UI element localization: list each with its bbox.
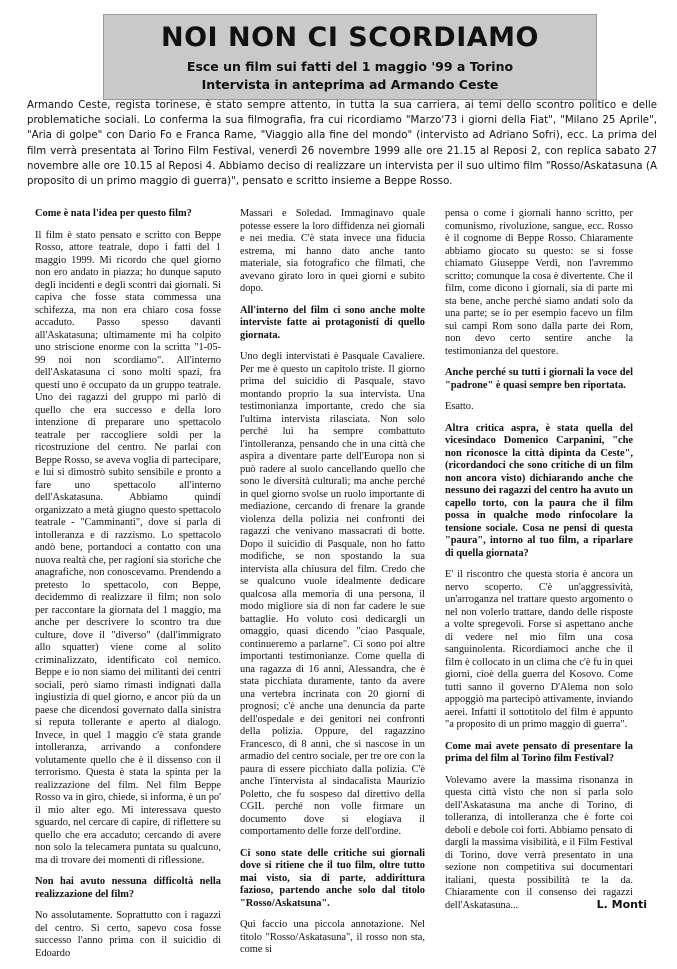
author-signature: L. Monti bbox=[596, 898, 647, 911]
question: Altra critica aspra, è stata quella del vicesindaco Domenico Carpanini, "che non riconosce la città dipinta da Ceste", (ricordandoci che sono critiche di un film non ancora visto) dichiarando anche che nessuno dei ragazzi del centro ha avuto un capello torto, con la paura che il film possa in qualche modo rinfocolare la tensione sociale. Cosa ne pensi di questa "paura", intorno al tuo film, a riparlare di quella giornata? bbox=[445, 422, 633, 559]
question: All'interno del film ci sono anche molte interviste fatte ai protagonisti di quello giornata. bbox=[240, 304, 425, 341]
answer: Massari e Soledad. Immaginavo quale potesse essere la loro diffidenza nei giornali e nei media. C'è stata invece una fiducia estrema, mi hanno dato anche tanto materiale, sia fotografico che filmati, che avevano girato loro in quei giorni e subito dopo. bbox=[240, 208, 425, 294]
subtitle-line-1: Esce un film sui fatti del 1 maggio '99 a Torino bbox=[186, 59, 514, 74]
answer: Qui faccio una piccola annotazione. Nel titolo "Rosso/Askatasuna", il rosso non sta, come si bbox=[240, 919, 425, 955]
answer: Il film è stato pensato e scritto con Beppe Rosso, attore teatrale, dopo i fatti del 1 maggio 1999. Mi ricordo che quel giorno non ero andato in piazza; ho dunque saputo degli incidenti e degli scontri dai giornali. Si capiva che fosse stata commessa una schifezza, ma non era chiaro cosa fosse accaduto. Passo spesso davanti all'Askatasuna; ultimamente mi ha colpito uno striscione enorme con la scritta "1-05-99 noi non scordiamo". All'interno dell'Askatasuna ci sono molti spazi, fra questi uno è occupato da un gruppo teatrale. Uno dei ragazzi del gruppo mi parlò di quello che era successo e della loro intenzione di preparare uno spettacolo teatrale per raccogliere soldi per la ricostruzione del centro. Ne parlai con Beppe Rosso, se aveva voglia di partecipare, e lui si dimostrò subito sensibile e pronto a fare uno spettacolo all'interno dell'Askatasuna. Abbiamo quindi organizzato a metà giugno questo spettacolo teatrale - "Camminanti", dove si parla di intolleranza e di razzismo. Lo spettacolo andò bene, portandoci a contatto con una nuova realtà che, per ragioni sia storiche che anagrafiche, non conoscevamo. Prendendo a pretesto lo spettacolo, con Beppe, decidemmo di realizzare il film; non solo per raccontare la giornata del 1 maggio, ma anche per descrivere lo scontro tra due culture, dove il "diverso" (dall'immigrato allo squatter) viene come al solito criminalizzato, identificato col nemico. Beppe e io non siamo dei militanti dei centri sociali, però siamo rimasti indignati dalla ingiustizia di quel giorno, e ancor più da un paese che dicendosi governato dalla sinistra si reputa tollerante e aperto al dialogo. Invece, in quel 1 maggio c'è stata grande intolleranza, arrivando a confondere volutamente quello che è il dissenso con il terrorismo. Questa è stata la spinta per la realizzazione del film. Nel film Beppe Rosso va in giro, chiede, si informa, è un po' il mio alter ego. Mi interessava questo sguardo, nel cercare di capire, di riflettere su quello che era accaduto; cercando di avere non solo la telecamera puntata su qualcuno, ma di trovare dei momenti di riflessione. bbox=[35, 229, 221, 866]
column-1 bbox=[35, 208, 221, 969]
answer: Uno degli intervistati è Pasquale Cavaliere. Per me è questo un capitolo triste. Il giorno prima del suicidio di Pasquale, stavo montando proprio la sua intervista. Una testimonianza importante, credo che sia l'ultima intervista rilasciata. Non solo perché lui ha sempre combattuto l'intolleranza, pensando che in una città che aspira a diventare parte dell'Europa non si può radere al suolo cancellando quello che sono le diversità culturali; ma anche perché in quel giorno svolse un ruolo importante di mediazione, cercando di frenare la grande violenza della polizia nei confronti dei ragazzi che venivano massacrati di botte. Dopo il suicidio di Pasquale, non ho fatto modifiche, se non spostando la sua intervista alla chiusura del film. Credo che se qualcuno vuole idealmente dedicare qualcosa alla memoria di una persona, il modo migliore sia di non far cadere le sue battaglie. Ho voluto così dedicargli un omaggio, quasi dicendo "ciao Pasquale, continueremo a parlarne". Ci sono poi altre importanti testimonianze. Come quella di una ragazza di 16 anni, Alessandra, che è stata picchiata duramente, tanto da avere una vertebra incrinata con 20 giorni di prognosi; c'è anche una denuncia da parte dell'ospedale e dei genitori nei confronti della polizia. Oppure, del ragazzino Francesco, di 8 anni, che si nascose in un armadio del centro sociale, per tre ore con la paura di essere picchiato dalla polizia. C'è anche l'intervista al sindacalista Maurizio Poletto, che fu sospeso dal direttivo della CGIL perché non volle firmare un documento dove si elogiava il comportamento delle forze dell'ordine. bbox=[240, 351, 425, 837]
title-box bbox=[103, 14, 597, 100]
subtitle-line-2: Intervista in anteprima ad Armando Ceste bbox=[201, 77, 499, 92]
answer: No assolutamente. Soprattutto con i ragazzi del centro. Sì certo, sapevo cosa fosse successo l'anno prima con il suicidio di Edoardo bbox=[35, 910, 221, 959]
answer: Esatto. bbox=[445, 401, 474, 412]
column-2 bbox=[240, 208, 425, 966]
column-3 bbox=[445, 208, 633, 921]
page-title: NOI NON CI SCORDIAMO bbox=[161, 22, 539, 53]
question: Come mai avete pensato di presentare la prima del film al Torino film Festival? bbox=[445, 740, 633, 764]
question: Ci sono state delle critiche sui giornali dove si ritiene che il tuo film, oltre tutto mai visto, sia di parte, addirittura fazioso, partendo anche solo dal titolo "Rosso/Askatsuna". bbox=[240, 847, 425, 909]
question: Anche perché su tutti i giornali la voce del "padrone" è quasi sempre ben riportata. bbox=[445, 367, 633, 391]
answer: pensa o come i giornali hanno scritto, per comunismo, rivoluzione, sangue, ecc. Rosso è il cognome di Beppe Rosso. Chiaramente abbiamo giocato su questo: se si fosse chiamato Giuseppe Verdi, non l'avremmo scritto; comunque la cosa è divertente. Che il film, come dicono i giornali, sia di parte mi sta bene, anche perché siamo andati solo da una parte; se io per esempio facevo un film sui campi Rom sono dalla parte dei Rom, non devo certo sentire anche la testimonianza del questore. bbox=[445, 208, 633, 357]
intro-paragraph: Armando Ceste, regista torinese, è stato sempre attento, in tutta la sua carriera, ai temi dello scontro politico e delle problematiche sociali. Lo conferma la sua filmografia, fra cui ricordiamo "Marzo'73 i giorni della Fiat", "Milano 25 Aprile", "Aria di golpe" con Dario Fo e Franca Rame, "Viaggio alla fine del mondo" (intervisto ad Adriano Sofri), ecc. La prima del film verrà presentata al Torino Film Festival, venerdì 26 novembre 1999 alle ore 21.15 al Reposi 2, con replica sabato 27 novembre alle ore 10.15 al Reposi 4. Abbiamo deciso di realizzare un intervista per il suo ultimo film "Rosso/Askatasuna (A proposito di un primo maggio di guerra)", pensato e scritto insieme a Beppe Rosso. bbox=[27, 100, 657, 188]
answer: E' il riscontro che questa storia è ancora un nervo scoperto. C'è un'aggressività, un'arroganza nel trattare questo argomento o nel non volerlo trattare, dando delle risposte a volte spregevoli. Forse si aspettano anche di vedere nel mio film una cosa sanguinolenta. Ricordiamoci anche che il film è collocato in un clima che c'è fu in quei giorni, cioè della guerra del Kosovo. Come tutti sanno il governo D'Alema non solo appoggiò ma partecipò attivamente, inviando aerei. Infatti il sottotitolo del film è appunto "a proposito di un primo maggio di guerra". bbox=[445, 569, 633, 730]
answer: Volevamo avere la massima risonanza in questa città visto che non si parla solo dell'Askatasuna ma anche di Torino, di tolleranza, di intolleranza che è forte coi deboli e debole coi forti. Abbiamo pensato di dargli la massima visibilità, e il Film Festival di Torino, dove verrà presentato in una sezione non competitiva sui documentari italiani, questa possibilità te la da. Chiaramente con il consenso dei ragazzi dell'Askatasuna... bbox=[445, 774, 633, 911]
question: Come è nata l'idea per questo film? bbox=[35, 208, 192, 219]
question: Non hai avuto nessuna difficoltà nella realizzazione del film? bbox=[35, 876, 221, 900]
